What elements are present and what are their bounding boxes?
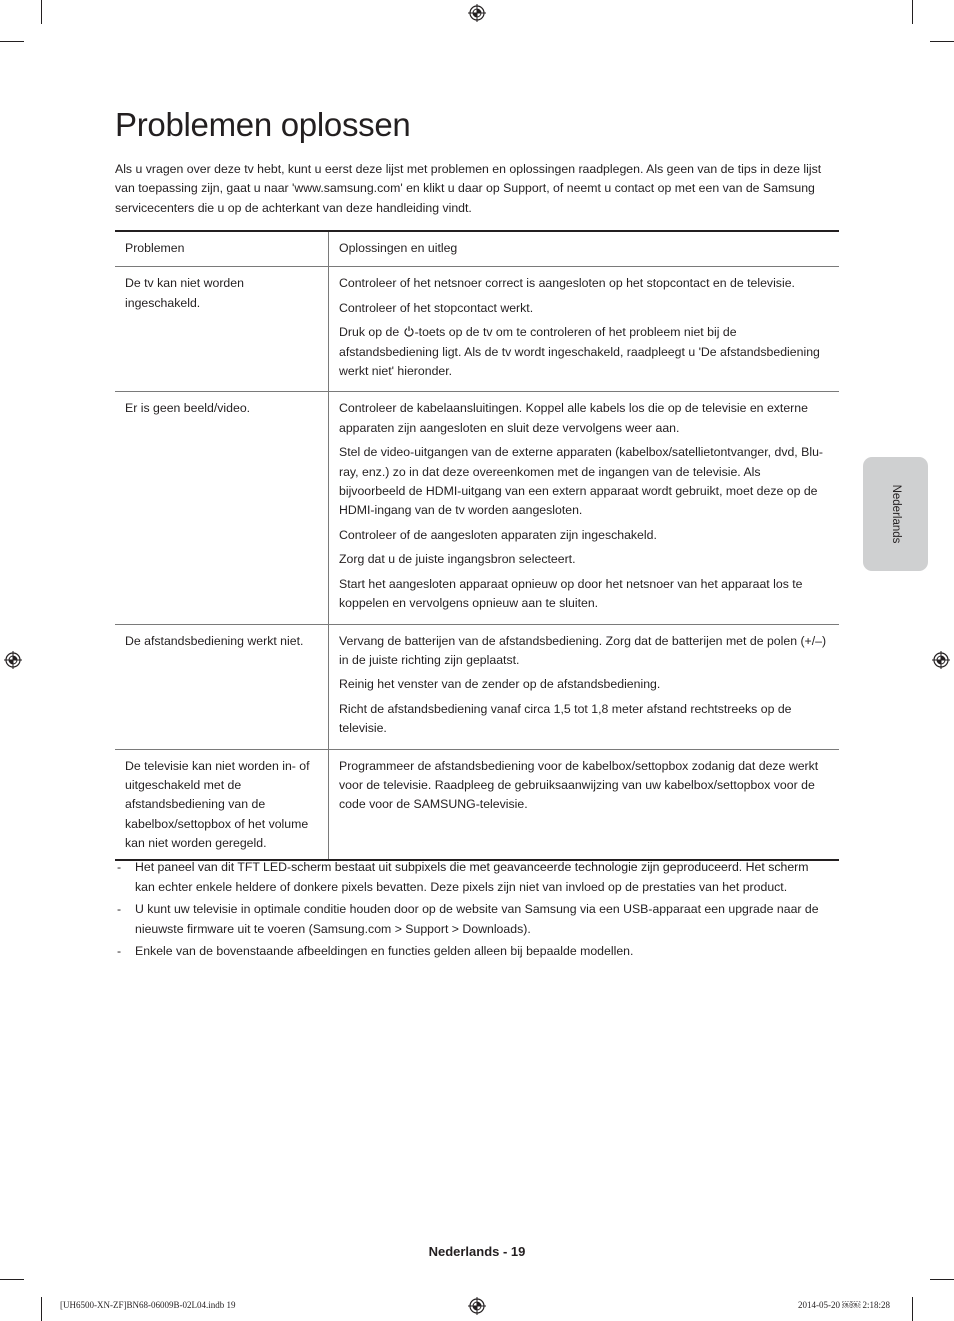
language-tab-label: Nederlands [889, 484, 902, 544]
note-bullet: - [117, 902, 122, 916]
solutions-cell [329, 267, 840, 392]
crop-mark [41, 0, 42, 24]
problem-cell: Er is geen beeld/video. [115, 392, 329, 624]
solution-text: Zorg dat u de juiste ingangsbron selecteert. [339, 552, 576, 567]
solution-text: Controleer of het netsnoer correct is aangesloten op het stopcontact en de televisie. [339, 276, 795, 291]
table-row [115, 749, 839, 860]
solutions-cell [329, 624, 840, 749]
table-row [115, 392, 839, 624]
table-row [115, 267, 839, 392]
crop-mark [930, 1279, 954, 1280]
solution-text: Start het aangesloten apparaat opnieuw op door het netsnoer van het apparaat los te koppelen en vervolgens opnieuw aan te sluiten. [339, 576, 803, 611]
registration-mark-icon [468, 4, 486, 22]
solution-text: Stel de video-uitgangen van de externe apparaten (kabelbox/satellietontvanger, dvd, Blu-ray, enz.) zo in dat deze overeenkomen met de ingangen van de televisie. Als bijvoorbeeld de HDMI-uitgang van een extern apparaat wordt gebruikt, moet deze op de HDMI-ingang van de tv worden aangesloten. [339, 445, 824, 518]
crop-mark [912, 1297, 913, 1321]
solution-text: Vervang de batterijen van de afstandsbediening. Zorg dat de batterijen met de polen (+/–) in de juiste richting zijn geplaatst. [339, 633, 827, 667]
footer-file-info: [UH6500-XN-ZF]BN68-06009B-02L04.indb 19 [60, 1300, 236, 1310]
intro-paragraph: Als u vragen over deze tv hebt, kunt u eerst deze lijst met problemen en oplossingen raadplegen. Als geen van de tips in deze lijst van toepassing zijn, gaat u naar 'www.samsung.com' en klikt u daar op Support, of neemt u contact op met een van de Samsung servicecenters die u op de achterkant van deze handleiding vindt. [115, 162, 822, 215]
language-side-tab [863, 457, 928, 571]
registration-mark-icon [468, 1297, 486, 1315]
solution-text-part: Druk op de [339, 325, 403, 340]
table-header-row [115, 231, 839, 267]
crop-mark [912, 0, 913, 24]
registration-mark-icon [932, 651, 950, 669]
note-text: U kunt uw televisie in optimale conditie houden door op de website van Samsung via een USB-apparaat een upgrade naar de nieuwste firmware uit te voeren (Samsung.com > Support > Downloads). [135, 902, 819, 936]
troubleshooting-table [115, 230, 839, 861]
crop-mark [41, 1297, 42, 1321]
problem-cell: De tv kan niet worden ingeschakeld. [115, 267, 329, 392]
solution-text: Programmeer de afstandsbediening voor de kabelbox/settopbox zodanig dat deze werkt voor de televisie. Raadpleeg de gebruiksaanwijzing van uw kabelbox/settopbox voor de code voor de SAMSUNG-televisie. [339, 758, 819, 812]
crop-mark [930, 41, 954, 42]
solution-text: Richt de afstandsbediening vanaf circa 1,5 tot 1,8 meter afstand rechtstreeks op de televisie. [339, 701, 792, 736]
note-item [115, 942, 830, 962]
footer-timestamp: 2014-05-20 ￼￼ 2:18:28 [798, 1300, 890, 1310]
solution-text: Controleer of het stopcontact werkt. [339, 300, 534, 315]
page-number: Nederlands - 19 [428, 1244, 526, 1259]
crop-mark [0, 41, 24, 42]
note-item [115, 858, 830, 897]
column-header-problems: Problemen [115, 231, 329, 267]
problem-cell: De televisie kan niet worden in- of uitgeschakeld met de afstandsbediening van de kabelbox/settopbox of het volume kan niet worden geregeld. [115, 749, 329, 860]
problem-cell: De afstandsbediening werkt niet. [115, 624, 329, 749]
solutions-cell [329, 749, 840, 860]
notes-list [115, 858, 830, 965]
page-title: Problemen oplossen [115, 106, 411, 143]
registration-mark-icon [4, 651, 22, 669]
solution-text-power [339, 323, 829, 381]
note-item [115, 900, 830, 939]
solution-text: Controleer of de aangesloten apparaten zijn ingeschakeld. [339, 527, 657, 542]
solution-text-part: -toets op de tv om te controleren of het probleem niet bij de afstandsbediening ligt. Als de tv wordt ingeschakeld, raadpleegt u 'De afstandsbediening werkt niet' hieronder. [339, 325, 820, 379]
note-bullet: - [117, 860, 122, 874]
solution-text: Reinig het venster van de zender op de afstandsbediening. [339, 677, 661, 692]
column-header-solutions: Oplossingen en uitleg [329, 231, 840, 267]
crop-mark [0, 1279, 24, 1280]
table-row [115, 624, 839, 749]
solution-text: Controleer de kabelaansluitingen. Koppel alle kabels los die op de televisie en externe apparaten zijn aangesloten en sluit deze vervolgens weer aan. [339, 401, 808, 435]
power-icon [404, 324, 414, 335]
note-text: Het paneel van dit TFT LED-scherm bestaat uit subpixels die met geavanceerde technologie zijn geproduceerd. Het scherm kan echter enkele heldere of donkere pixels bevatten. Deze pixels zijn niet van invloed op de prestaties van het product. [135, 860, 809, 894]
solutions-cell [329, 392, 840, 624]
note-bullet: - [117, 944, 122, 958]
note-text: Enkele van de bovenstaande afbeeldingen en functies gelden alleen bij bepaalde modellen. [135, 944, 634, 958]
